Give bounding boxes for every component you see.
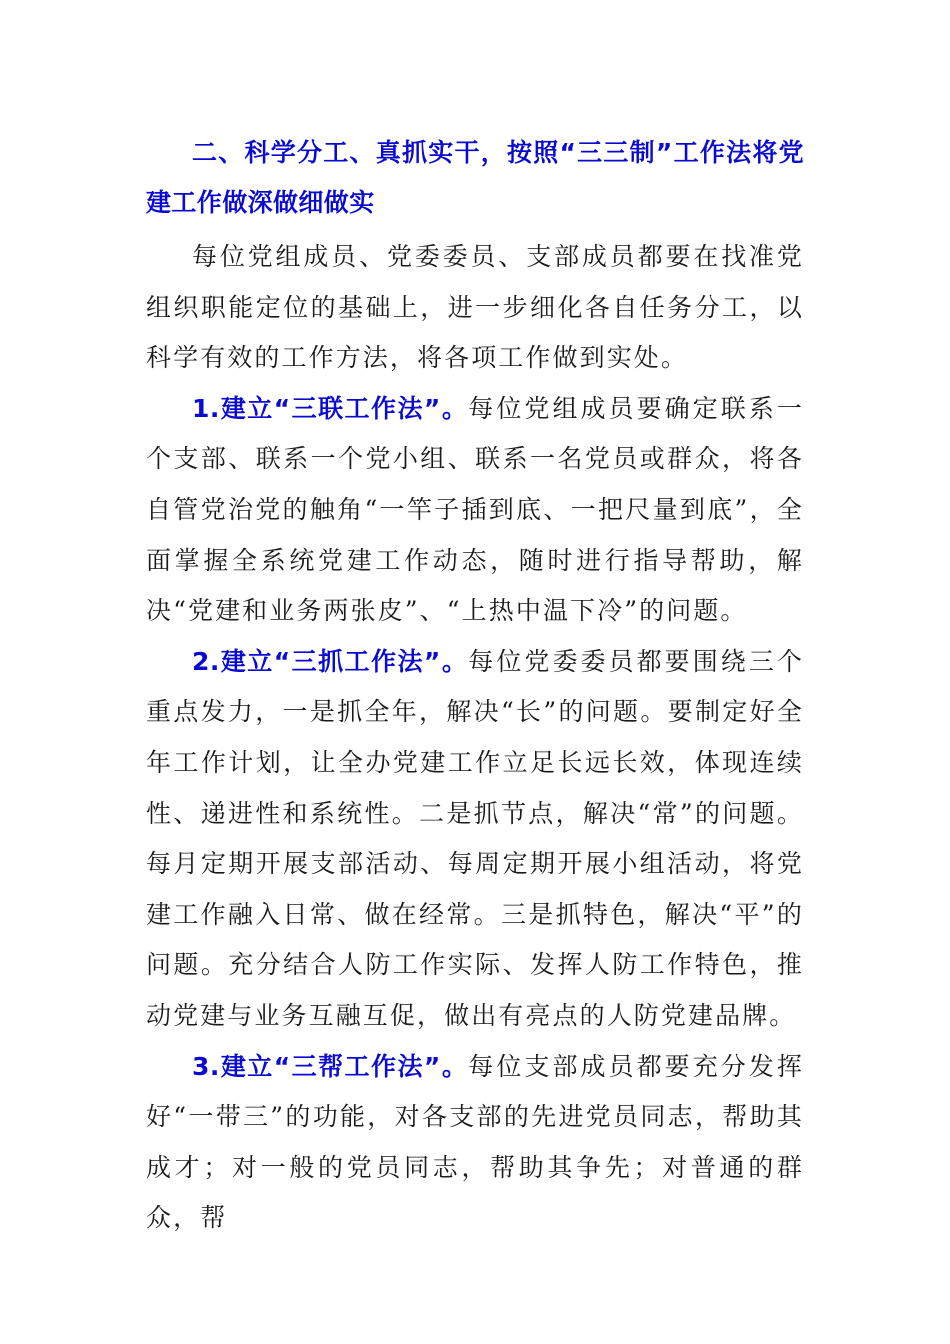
item-paragraph-2 bbox=[146, 637, 804, 1042]
item-lead-3: 3.建立“三帮工作法”。 bbox=[192, 1051, 469, 1081]
item-paragraph-3 bbox=[146, 1042, 804, 1244]
item-lead-2: 2.建立“三抓工作法”。 bbox=[192, 646, 469, 676]
item-text-1: 每位党组成员要确定联系一个支部、联系一个党小组、联系一名党员或群众，将各自管党治党的触角“一竿子插到底、一把尺量到底”，全面掌握全系统党建工作动态，随时进行指导帮助，解决“党建和业务两张皮”、“上热中温下冷”的问题。 bbox=[146, 393, 804, 626]
item-text-3: 每位支部成员都要充分发挥好“一带三”的功能，对各支部的先进党员同志，帮助其成才；对一般的党员同志，帮助其争先；对普通的群众，帮 bbox=[146, 1051, 804, 1233]
item-text-2: 每位党委委员都要围绕三个重点发力，一是抓全年，解决“长”的问题。要制定好全年工作计划，让全办党建工作立足长远长效，体现连续性、递进性和系统性。二是抓节点，解决“常”的问题。每月定期开展支部活动、每周定期开展小组活动，将党建工作融入日常、做在经常。三是抓特色，解决“平”的问题。充分结合人防工作实际、发挥人防工作特色，推动党建与业务互融互促，做出有亮点的人防党建品牌。 bbox=[146, 646, 804, 1030]
item-paragraph-1 bbox=[146, 384, 804, 637]
item-lead-1: 1.建立“三联工作法”。 bbox=[192, 393, 469, 423]
section-heading: 二、科学分工、真抓实干，按照“三三制”工作法将党建工作做深做细做实 bbox=[146, 138, 804, 217]
intro-paragraph: 每位党组成员、党委委员、支部成员都要在找准党组织职能定位的基础上，进一步细化各自任务分工，以科学有效的工作方法，将各项工作做到实处。 bbox=[146, 242, 804, 373]
document-page bbox=[146, 128, 804, 1244]
